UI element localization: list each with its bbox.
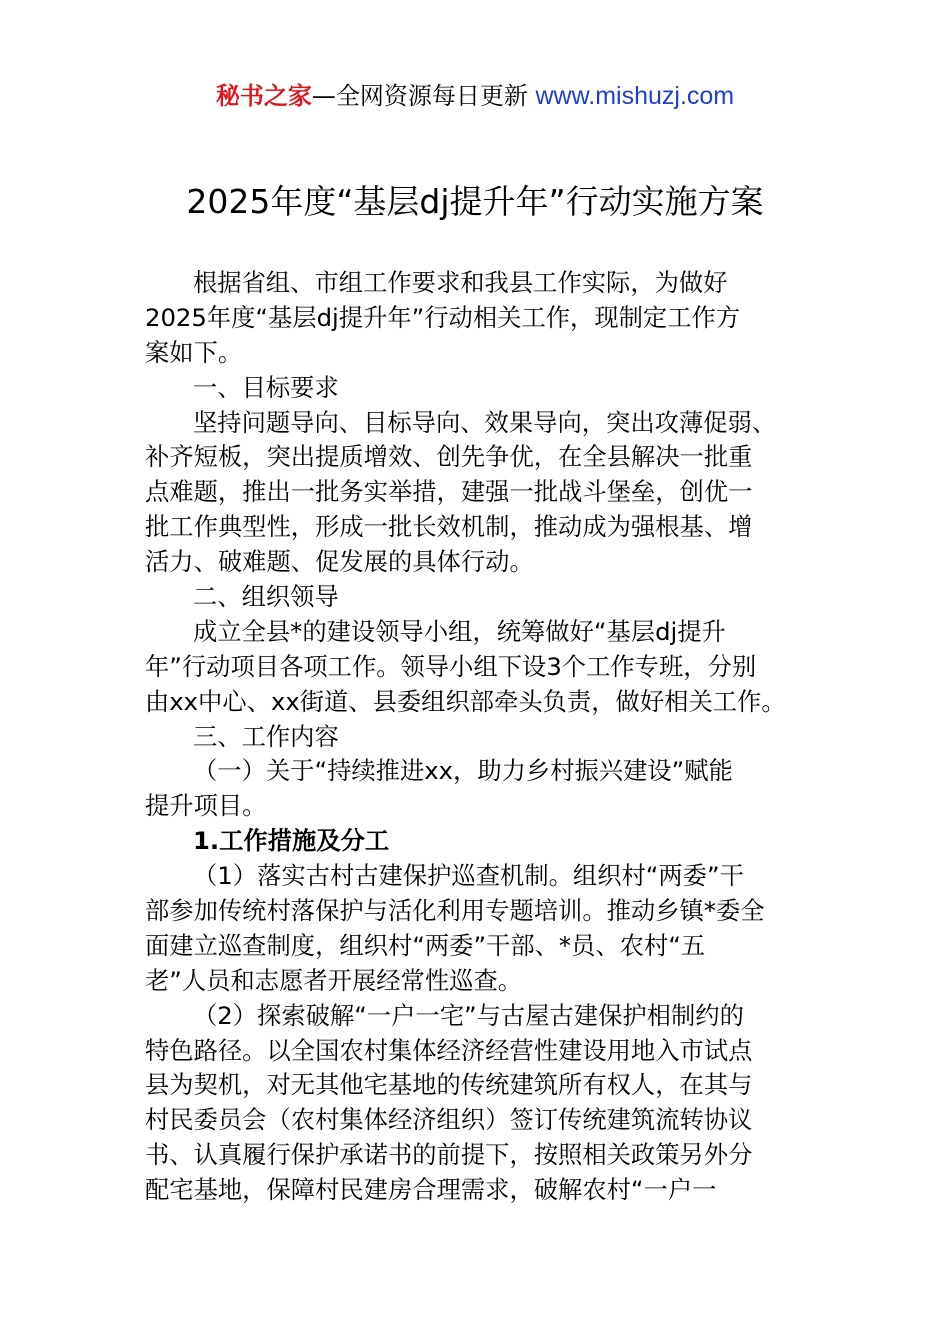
section-heading: 二、组织领导 — [193, 582, 339, 612]
paragraph-line: （1）落实古村古建保护巡查机制。组织村“两委”干 — [193, 861, 744, 891]
paragraph-line: 点难题，推出一批务实举措，建强一批战斗堡垒，创优一 — [145, 477, 753, 507]
paragraph-line: 批工作典型性，形成一批长效机制，推动成为强根基、增 — [145, 512, 753, 542]
section-heading: 一、目标要求 — [193, 372, 339, 402]
paragraph-line: 年”行动项目各项工作。领导小组下设3个工作专班，分别 — [145, 651, 757, 681]
paragraph-line: 村民委员会（农村集体经济组织）签订传统建筑流转协议 — [145, 1105, 753, 1135]
paragraph-line: 县为契机，对无其他宅基地的传统建筑所有权人，在其与 — [145, 1070, 753, 1100]
paragraph-line: 成立全县*的建设领导小组，统筹做好“基层dj提升 — [193, 616, 726, 646]
paragraph-line: 案如下。 — [145, 337, 243, 367]
paragraph-line: 提升项目。 — [145, 791, 267, 821]
paragraph-line: 面建立巡查制度，组织村“两委”干部、*员、农村“五 — [145, 930, 706, 960]
paragraph-line: 书、认真履行保护承诺书的前提下，按照相关政策另外分 — [145, 1140, 753, 1170]
site-url[interactable]: www.mishuzj.com — [535, 82, 735, 110]
paragraph-line: 活力、破难题、促发展的具体行动。 — [145, 547, 534, 577]
paragraph-line: （一）关于“持续推进xx，助力乡村振兴建设”赋能 — [193, 756, 733, 786]
paragraph-line: （2）探索破解“一户一宅”与古屋古建保护相制约的 — [193, 1000, 744, 1030]
paragraph-line: 部参加传统村落保护与活化利用专题培训。推动乡镇*委全 — [145, 896, 765, 926]
paragraph-line: 2025年度“基层dj提升年”行动相关工作，现制定工作方 — [145, 302, 741, 332]
document-title: 2025年度“基层dj提升年”行动实施方案 — [186, 182, 764, 221]
section-heading: 三、工作内容 — [193, 721, 339, 751]
document-body — [145, 266, 813, 1208]
site-header — [0, 78, 950, 114]
paragraph-line: 特色路径。以全国农村集体经济经营性建设用地入市试点 — [145, 1035, 753, 1065]
paragraph-line: 老”人员和志愿者开展经常性巡查。 — [145, 965, 523, 995]
subsection-heading: 1.工作措施及分工 — [193, 826, 390, 856]
header-tagline: —全网资源每日更新 — [311, 82, 536, 110]
paragraph-line: 根据省组、市组工作要求和我县工作实际，为做好 — [193, 268, 728, 297]
paragraph-line: 补齐短板，突出提质增效、创先争优，在全县解决一批重 — [145, 442, 753, 472]
paragraph-line: 由xx中心、xx街道、县委组织部牵头负责，做好相关工作。 — [145, 686, 786, 716]
paragraph-line: 配宅基地，保障村民建房合理需求，破解农村“一户一 — [145, 1175, 717, 1205]
paragraph-line: 坚持问题导向、目标导向、效果导向，突出攻薄促弱、 — [193, 407, 777, 437]
brand-name: 秘书之家 — [215, 82, 312, 110]
